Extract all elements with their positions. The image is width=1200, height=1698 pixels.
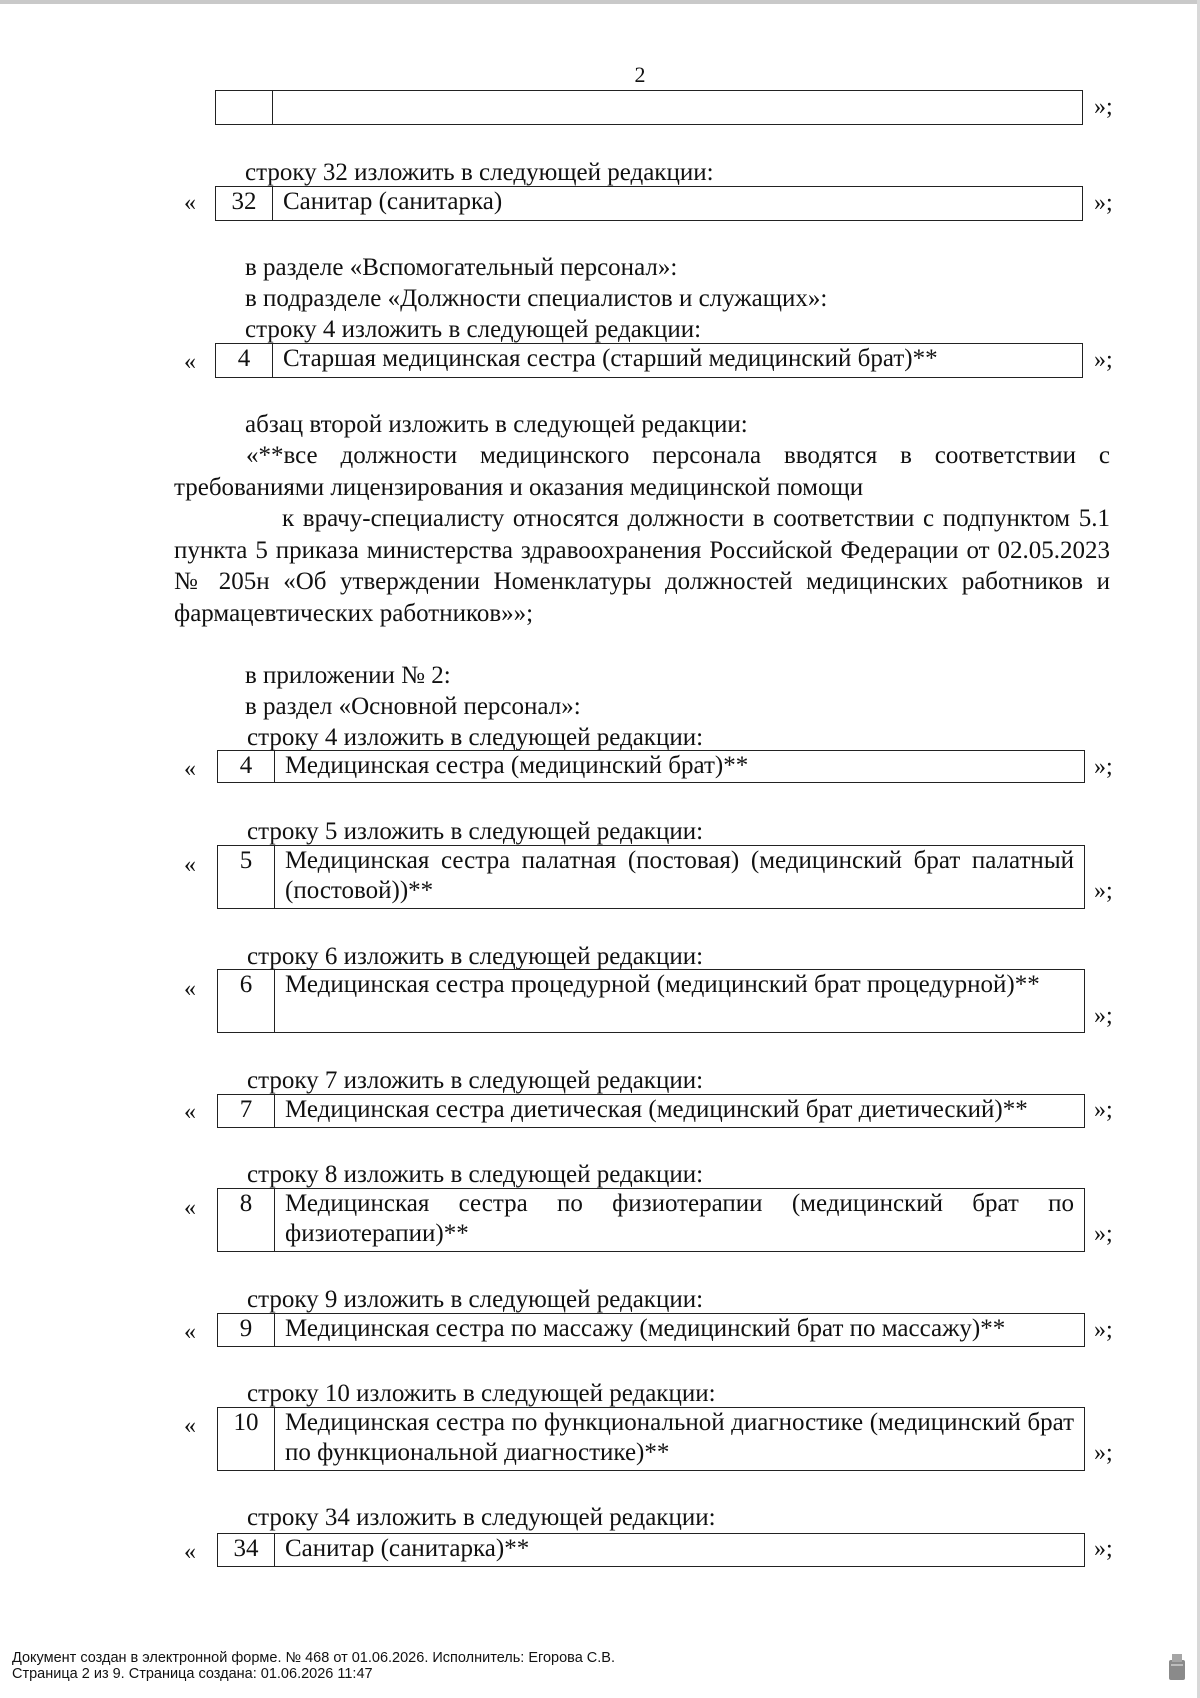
row-number-cell: 32: [216, 187, 273, 220]
row-text-cell: Санитар (санитарка): [283, 188, 503, 215]
closing-quote: »;: [1094, 1536, 1113, 1562]
subsection-heading-line: в подразделе «Должности специалистов и служащих»:: [245, 285, 828, 312]
opening-quote: «: [184, 756, 196, 782]
page-top-border: [0, 0, 1200, 4]
row-number-cell: 8: [218, 1189, 275, 1251]
row-number-cell: [216, 91, 273, 124]
row-number-cell: 9: [218, 1314, 275, 1346]
closing-quote: »;: [1094, 754, 1113, 780]
table-row: [217, 1407, 1085, 1471]
row-text-cell: Медицинская сестра по физиотерапии (медицинский брат по физиотерапии)**: [285, 1190, 1074, 1247]
row-text-cell: Медицинская сестра (медицинский брат)**: [285, 752, 749, 779]
opening-quote: «: [184, 1099, 196, 1125]
closing-quote: »;: [1094, 1221, 1113, 1247]
opening-quote: «: [184, 1539, 196, 1565]
opening-quote: «: [184, 1413, 196, 1439]
closing-quote: »;: [1094, 1097, 1113, 1123]
table-row: [217, 750, 1085, 783]
closing-quote: »;: [1094, 878, 1113, 904]
empty-table-row: [215, 90, 1083, 125]
instruction-line: строку 7 изложить в следующей редакции:: [247, 1067, 704, 1094]
row-number-cell: 7: [218, 1095, 275, 1127]
table-row: [217, 1188, 1085, 1252]
table-row: [217, 845, 1085, 909]
footer-line: Документ создан в электронной форме. № 468 от 01.06.2026. Исполнитель: Егорова С.В.: [12, 1650, 616, 1666]
row-text-cell: Медицинская сестра палатная (постовая) (медицинский брат палатный (постовой))**: [285, 847, 1074, 904]
opening-quote: «: [184, 1195, 196, 1221]
instruction-line: строку 8 изложить в следующей редакции:: [247, 1161, 704, 1188]
row-text-cell: [273, 91, 1082, 124]
document-footer: [12, 1650, 615, 1682]
row-number-cell: 4: [218, 751, 275, 782]
row-number-cell: 34: [218, 1534, 275, 1566]
opening-quote: «: [184, 1319, 196, 1345]
paragraph-text: «**все должности медицинского персонала вводятся в соответствии с требованиями лицензирования и оказания медицинской помощи: [174, 442, 1110, 501]
table-row: [217, 1094, 1085, 1128]
row-number-cell: 6: [218, 970, 275, 1032]
instruction-line: строку 32 изложить в следующей редакции:: [245, 159, 714, 186]
row-text-cell: Старшая медицинская сестра (старший медицинский брат)**: [283, 345, 938, 372]
closing-quote: »;: [1094, 1440, 1113, 1466]
opening-quote: «: [184, 349, 196, 375]
paragraph-text: к врачу-специалисту относятся должности в соответствии с подпунктом 5.1 пункта 5 приказа министерства здравоохранения Российской Федерации от 02.05.2023 № 205н «Об утверждении Номенклатуры должностей медицинских работников и фармацевтических работников»»;: [174, 505, 1110, 627]
instruction-line: строку 10 изложить в следующей редакции:: [247, 1380, 716, 1407]
replacement-paragraph: [174, 440, 1110, 629]
section-heading-line: в разделе «Вспомогательный персонал»:: [245, 254, 678, 281]
row-number-cell: 5: [218, 846, 275, 908]
table-row: [215, 186, 1083, 221]
footer-line: Страница 2 из 9. Страница создана: 01.06.2026 11:47: [12, 1666, 373, 1682]
instruction-line: строку 34 изложить в следующей редакции:: [247, 1504, 716, 1531]
table-row: [217, 969, 1085, 1033]
row-text-cell: Медицинская сестра по функциональной диагностике (медицинский брат по функциональной диагностике)**: [285, 1409, 1074, 1466]
row-text-cell: Санитар (санитарка)**: [285, 1535, 530, 1562]
opening-quote: «: [184, 976, 196, 1002]
closing-quote: »;: [1094, 347, 1113, 373]
instruction-line: строку 4 изложить в следующей редакции:: [245, 316, 702, 343]
section-heading-line: в раздел «Основной персонал»:: [245, 693, 581, 720]
closing-quote: »;: [1094, 190, 1113, 216]
closing-quote: »;: [1094, 1003, 1113, 1029]
closing-quote: »;: [1094, 1317, 1113, 1343]
row-text-cell: Медицинская сестра процедурной (медицинский брат процедурной)**: [285, 971, 1040, 998]
section-heading-line: в приложении № 2:: [245, 662, 451, 689]
table-row: [217, 1313, 1085, 1347]
row-text-cell: Медицинская сестра по массажу (медицинский брат по массажу)**: [285, 1315, 1006, 1342]
instruction-line: строку 4 изложить в следующей редакции:: [247, 724, 704, 751]
page-number: 2: [634, 62, 646, 87]
instruction-line: абзац второй изложить в следующей редакции:: [245, 411, 748, 438]
instruction-line: строку 5 изложить в следующей редакции:: [247, 818, 704, 845]
table-row: [215, 343, 1083, 378]
instruction-line: строку 6 изложить в следующей редакции:: [247, 943, 704, 970]
row-text-cell: Медицинская сестра диетическая (медицинский брат диетический)**: [285, 1096, 1028, 1123]
closing-quote: »;: [1094, 94, 1113, 120]
row-number-cell: 10: [218, 1408, 275, 1470]
table-row: [217, 1533, 1085, 1567]
opening-quote: «: [184, 852, 196, 878]
instruction-line: строку 9 изложить в следующей редакции:: [247, 1286, 704, 1313]
row-number-cell: 4: [216, 344, 273, 377]
signature-stamp-icon: [1167, 1652, 1187, 1682]
opening-quote: «: [184, 190, 196, 216]
